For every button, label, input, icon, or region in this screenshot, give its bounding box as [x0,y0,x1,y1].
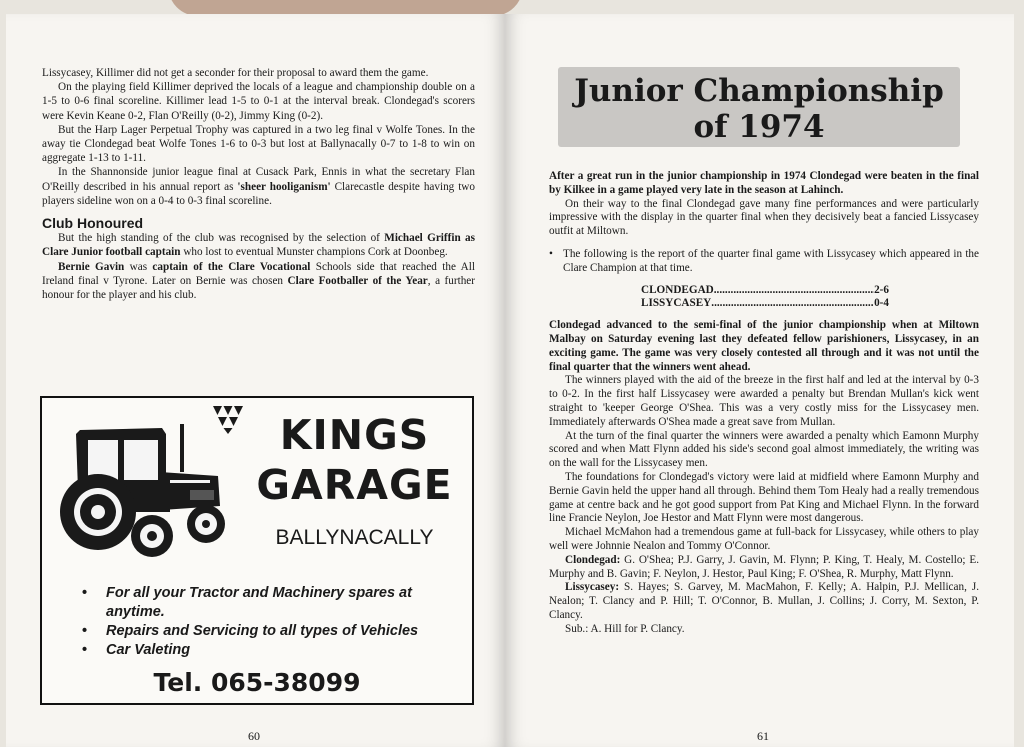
advert-town: BALLYNACALLY [275,526,434,549]
intro-paragraph: After a great run in the junior championship in 1974 Clondegad were beaten in the final by Kilkee in a game played very late in the season at Lahinch. [549,170,979,196]
left-text [42,66,475,302]
service-item: • For all your Tractor and Machinery spares at anytime. [78,584,468,622]
kings-garage-advert [40,396,474,705]
paragraph: On their way to the final Clondegad gave many fine performances and were particularly impressive with the display in the quarter final when they decisively beat a fancied Lissycasey outfit at Miltown. [549,197,979,238]
team-lineup: Lissycasey: S. Hayes; S. Garvey, M. MacMahon, F. Kelly; A. Halpin, P.J. Mellican, J. Nealon; T. Clancy and P. Hill; T. O'Connor, B. Mullan, J. Collins; J. Corry, M. Sexton, P. Clancy. [549,581,979,621]
section-heading: Club Honoured [42,215,144,232]
page-number: 61 [757,729,769,743]
page-number: 60 [248,729,260,743]
advert-title: KINGS GARAGE [256,411,453,509]
paragraph: But the Harp Lager Perpetual Trophy was captured in a two leg final v Wolfe Tones. In the away tie Clondegad beat Wolfe Tones 1-6 to 0-3 but lost at Ballynacally 0-7 to 1-8 to win on aggregate 1-13 to 1-11. [42,123,475,165]
scoreline [641,284,889,312]
paragraph: Bernie Gavin was captain of the Clare Vocational Schools side that reached the All Ireland final v Tyrone. Later on Bernie was chosen Clare Footballer of the Year, a further honour for the player and his club. [42,260,475,302]
advert-telephone: Tel. 065-38099 [153,668,361,697]
paragraph: But the high standing of the club was recognised by the selection of Michael Griffin as Clare Junior football captain who lost to eventual Munster champions Cork at Doonbeg. [42,232,475,259]
tractor-icon [50,410,226,560]
paragraph: On the playing field Killimer deprived the locals of a league and championship double on a 1-5 to 0-6 final scoreline. Killimer lead 1-5 to 0-1 at the interval break. Clondegad's scorers were Kevin Keane 0-2, Flan O'Reilly (0-2), Jimmy King (0-2). [42,81,475,122]
score-row: CLONDEGAD ..... 2-6 [641,284,889,298]
paragraph: Lissycasey, Killimer did not get a seconder for their proposal to award them the game. [42,67,429,79]
service-item: • Repairs and Servicing to all types of Vehicles [78,622,468,641]
right-page [505,14,1014,747]
massey-ferguson-logo-icon [213,406,243,434]
left-page [6,14,505,747]
paragraph: Michael McMahon had a tremendous game at full-back for Lissycasey, while others to play well were Johnnie Nealon and Tommy O'Connor. [549,526,979,552]
right-text [549,170,979,637]
paragraph: The foundations for Clondegad's victory were laid at midfield where Eamonn Murphy and Bernie Gavin held the upper hand all through. Behind them Tom Healy had a really tremendous game at centre back and he got good support from Pat King and Michael Flynn. In the forward line Francie Neylon, Joe Hestor and Matt Flynn were most dangerous. [549,470,979,525]
service-item: • Car Valeting [78,641,468,660]
chapter-title: Junior Championship of 1974 [558,67,960,147]
report-lead: Clondegad advanced to the semi-final of the junior championship when at Miltown Malbay on Saturday evening last they defeated fellow parishioners, Lissycasey, in an exciting game. The game was very closely contested all through and it was not until the final quarter that the winners went ahead. [549,319,979,373]
team-lineup: Clondegad: G. O'Shea; P.J. Garry, J. Gavin, M. Flynn; P. King, T. Healy, M. Costello; E. Murphy and B. Gavin; F. Neylon, J. Hestor, Paul King; F. O'Shea, R. Murphy, Matt Flynn. [549,553,979,580]
score-row: LISSYCASEY ..... 0-4 [641,297,889,311]
advert-services [78,584,468,660]
bullet-paragraph: • The following is the report of the quarter final game with Lissycasey which appeared in the Clare Champion at that time. [549,248,979,276]
paragraph: In the Shannonside junior league final at Cusack Park, Ennis in what the secretary Flan O'Reilly described in his annual report as 'sheer hooliganism' Clarecastle despite having two players sideline won on a 0-4 to 0-3 final scoreline. [42,166,475,207]
paragraph: At the turn of the final quarter the winners were awarded a penalty which Eamonn Murphy scored and when Matt Flynn added his side's second goal almost immediately, the writing was on the wall for the Lissycasey men. [549,429,979,470]
substitute-note: Sub.: A. Hill for P. Clancy. [565,622,685,635]
paragraph: The winners played with the aid of the breeze in the first half and led at the interval by 0-3 to 0-2. In the first half Lissycasey were awarded a penalty but Brendan Mullan's kick went straight to 'keeper George O'Shea. This was a very costly miss for the Lissycasey men. Immediately afterwards O'Shea made a great save from Mullan. [549,374,979,428]
